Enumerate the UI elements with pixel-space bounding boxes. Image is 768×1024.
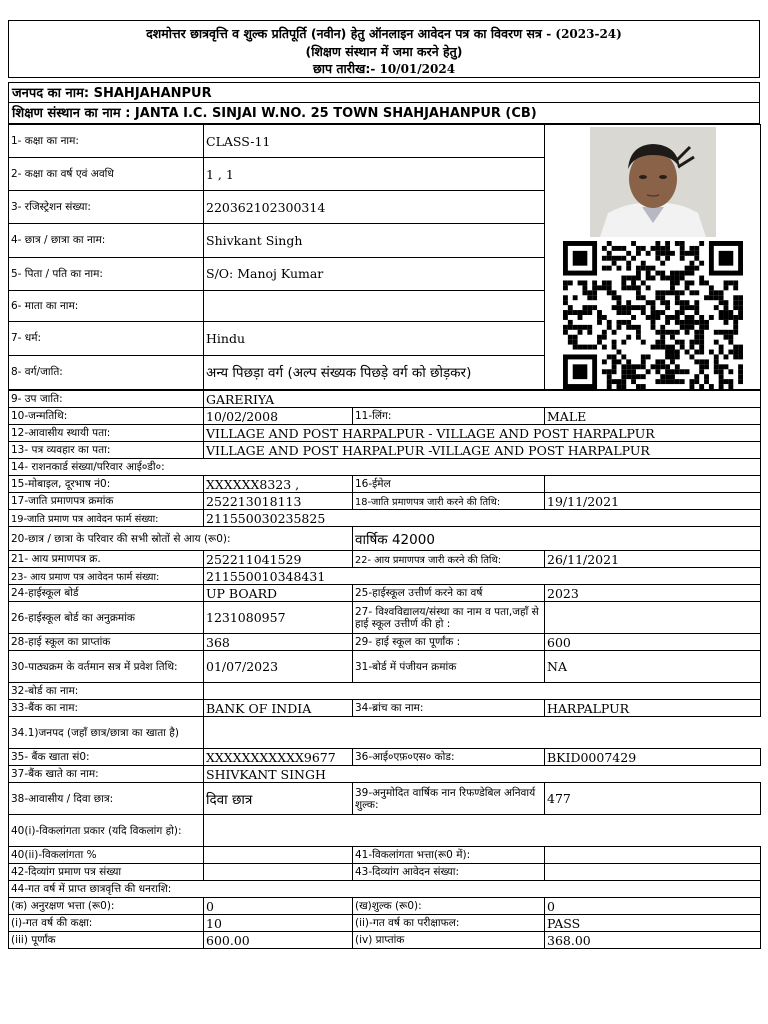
table-row [9,847,761,864]
field-label: 17-जाति प्रमाणपत्र क्रमांक [9,493,204,510]
field-label: 5- पिता / पति का नाम: [9,257,204,290]
table-row [9,493,761,510]
field-label: (iii) पूर्णांक [9,932,204,949]
field-value: 10 [204,915,353,932]
field-label: 21- आय प्रमाणपत्र क्र. [9,551,204,568]
field-label: 1- कक्षा का नाम: [9,125,204,158]
field-label: 34.1)जनपद (जहाँ छात्र/छात्रा का खाता है) [9,717,204,749]
header-title: दशमोत्तर छात्रवृत्ति व शुल्क प्रतिपूर्ति (नवीन) हेतु ऑनलाइन आवेदन पत्र का विवरण सत्र [146,26,542,41]
table-row [9,749,761,766]
qr-code-icon [563,241,743,389]
field-value: 26/11/2021 [545,551,761,568]
institution-name: शिक्षण संस्थान का नाम : JANTA I.C. SINJAI W.NO. 25 TOWN SHAHJAHANPUR (CB) [8,103,760,124]
field-label: 35- बैंक खाता सं0: [9,749,204,766]
field-label: 12-आवासीय स्थायी पता: [9,425,204,442]
field-value: 2023 [545,585,761,602]
field-label: 42-दिव्यांग प्रमाण पत्र संख्या [9,864,204,881]
field-label: 13- पत्र व्यवहार का पता: [9,442,204,459]
table-row [9,125,761,158]
field-value: 211550010348431 [204,568,761,585]
field-label: 11-लिंग: [353,408,545,425]
table-row [9,425,761,442]
table-row [9,442,761,459]
details-table-top [8,124,761,390]
table-row [9,700,761,717]
field-value [545,476,761,493]
field-value: 252213018113 [204,493,353,510]
field-label: 40(ii)-विकलांगता % [9,847,204,864]
field-label: 39-अनुमोदित वार्षिक नान रिफण्डेबिल अनिवार्य शुल्क: [353,783,545,815]
table-row [9,408,761,425]
field-label: 26-हाईस्कूल बोर्ड का अनुक्रमांक [9,602,204,634]
field-label: (i)-गत वर्ष की कक्षा: [9,915,204,932]
district-name: जनपद का नाम: SHAHJAHANPUR [8,82,760,103]
field-label: 15-मोबाइल, दूरभाष नं0: [9,476,204,493]
field-label: 33-बैंक का नाम: [9,700,204,717]
table-row [9,766,761,783]
field-label: (iv) प्राप्तांक [353,932,545,949]
print-date-label: छाप तारीख: [312,61,371,76]
table-row [9,898,761,915]
field-label: 16-ईमेल [353,476,545,493]
form-header [8,20,760,78]
field-value: 600 [545,634,761,651]
field-value: 10/02/2008 [204,408,353,425]
field-value [204,290,545,321]
field-value: UP BOARD [204,585,353,602]
photo-qr-cell [545,125,761,390]
field-value: 01/07/2023 [204,651,353,683]
field-value: BANK OF INDIA [204,700,353,717]
table-row [9,476,761,493]
field-label: 7- धर्म: [9,321,204,355]
field-value: 1 , 1 [204,158,545,191]
field-label: 43-दिव्यांग आवेदन संख्या: [353,864,545,881]
field-value [204,847,353,864]
field-label: 38-आवासीय / दिवा छात्र: [9,783,204,815]
table-row [9,602,761,634]
field-value [204,683,761,700]
table-row [9,551,761,568]
field-label: 30-पाठ्यक्रम के वर्तमान सत्र में प्रवेश तिथि: [9,651,204,683]
field-value: HARPALPUR [545,700,761,717]
field-value: अन्य पिछड़ा वर्ग (अल्प संख्यक पिछड़े वर्ग को छोड़कर) [204,355,545,389]
field-label: 25-हाईस्कूल उत्तीर्ण करने का वर्ष [353,585,545,602]
field-value: PASS [545,915,761,932]
table-row [9,651,761,683]
field-label: 8- वर्ग/जाति: [9,355,204,389]
field-label: 28-हाई स्कूल का प्राप्तांक [9,634,204,651]
field-value [204,815,761,847]
field-value [204,864,353,881]
table-row [9,510,761,527]
field-value: VILLAGE AND POST HARPALPUR - VILLAGE AND POST HARPALPUR [204,425,761,442]
field-value [545,602,761,634]
field-value [545,847,761,864]
table-row [9,783,761,815]
table-row [9,915,761,932]
field-label: 41-विकलांगता भत्ता(रू0 में): [353,847,545,864]
field-label: 27- विश्वविद्यालय/संस्था का नाम व पता,जहाँ से हाई स्कूल उत्तीर्ण की हो : [353,602,545,634]
application-form [8,20,760,949]
field-label: 44-गत वर्ष में प्राप्त छात्रवृत्ति की धनराशि: [9,881,761,898]
field-label: 9- उप जाति: [9,391,204,408]
field-label: 31-बोर्ड में पंजीयन क्रमांक [353,651,545,683]
details-table-bottom [8,390,761,949]
field-value: 1231080957 [204,602,353,634]
field-label: 23- आय प्रमाण पत्र आवेदन फार्म संख्या: [9,568,204,585]
field-label: 10-जन्मतिथि: [9,408,204,425]
field-value: Hindu [204,321,545,355]
field-label: 37-बैंक खाते का नाम: [9,766,204,783]
field-label: 6- माता का नाम: [9,290,204,321]
field-label: 4- छात्र / छात्रा का नाम: [9,224,204,257]
field-value: वार्षिक 42000 [353,527,761,551]
table-row [9,717,761,749]
table-row [9,864,761,881]
field-label: 18-जाति प्रमाणपत्र जारी करने की तिथि: [353,493,545,510]
field-value: Shivkant Singh [204,224,545,257]
field-value: 252211041529 [204,551,353,568]
table-row [9,683,761,700]
field-value: दिवा छात्र [204,783,353,815]
field-value: 600.00 [204,932,353,949]
table-row [9,527,761,551]
field-label: 29- हाई स्कूल का पूर्णांक : [353,634,545,651]
field-value: 368.00 [545,932,761,949]
field-label: 20-छात्र / छात्रा के परिवार की सभी स्रोतों से आय (रू0): [9,527,353,551]
field-value: SHIVKANT SINGH [204,766,761,783]
field-label: 36-आई०एफ़०एस० कोड: [353,749,545,766]
table-row [9,391,761,408]
field-value [545,864,761,881]
table-row [9,881,761,898]
field-label: 34-ब्रांच का नाम: [353,700,545,717]
field-value: 0 [204,898,353,915]
field-label: 24-हाईस्कूल बोर्ड [9,585,204,602]
field-value: S/O: Manoj Kumar [204,257,545,290]
field-value: 220362102300314 [204,191,545,224]
field-label: 22- आय प्रमाणपत्र जारी करने की तिथि: [353,551,545,568]
print-date: - 10/01/2024 [370,62,456,76]
field-label: 32-बोर्ड का नाम: [9,683,204,700]
field-label: 19-जाति प्रमाण पत्र आवेदन फार्म संख्या: [9,510,204,527]
field-label: 40(i)-विकलांगता प्रकार (यदि विकलांग हो): [9,815,204,847]
field-label: (ख)शुल्क (रू0): [353,898,545,915]
field-value: 211550030235825 [204,510,761,527]
student-photo [590,127,716,237]
field-value: 0 [545,898,761,915]
field-label: (क) अनुरक्षण भत्ता (रू0): [9,898,204,915]
field-label: (ii)-गत वर्ष का परीक्षाफल: [353,915,545,932]
field-value: 477 [545,783,761,815]
student-photo-image [590,127,716,237]
header-subtitle: (शिक्षण संस्थान में जमा करने हेतु) [305,44,463,59]
table-row [9,634,761,651]
field-value: 19/11/2021 [545,493,761,510]
field-value: MALE [545,408,761,425]
field-label: 14- राशनकार्ड संख्या/परिवार आई०डी०: [9,459,761,476]
field-label: 3- रजिस्ट्रेशन संख्या: [9,191,204,224]
field-value: CLASS-11 [204,125,545,158]
table-row [9,459,761,476]
table-row [9,585,761,602]
field-value: NA [545,651,761,683]
table-row [9,815,761,847]
field-value: VILLAGE AND POST HARPALPUR -VILLAGE AND POST HARPALPUR [204,442,761,459]
field-value: XXXXXXXXXXX9677 [204,749,353,766]
field-value: XXXXXX8323 , [204,476,353,493]
field-value: GARERIYA [204,391,761,408]
field-value: BKID0007429 [545,749,761,766]
header-session: - (2023-24) [546,27,622,41]
field-label: 2- कक्षा का वर्ष एवं अवधि [9,158,204,191]
table-row [9,932,761,949]
table-row [9,568,761,585]
field-value [204,717,761,749]
field-value: 368 [204,634,353,651]
